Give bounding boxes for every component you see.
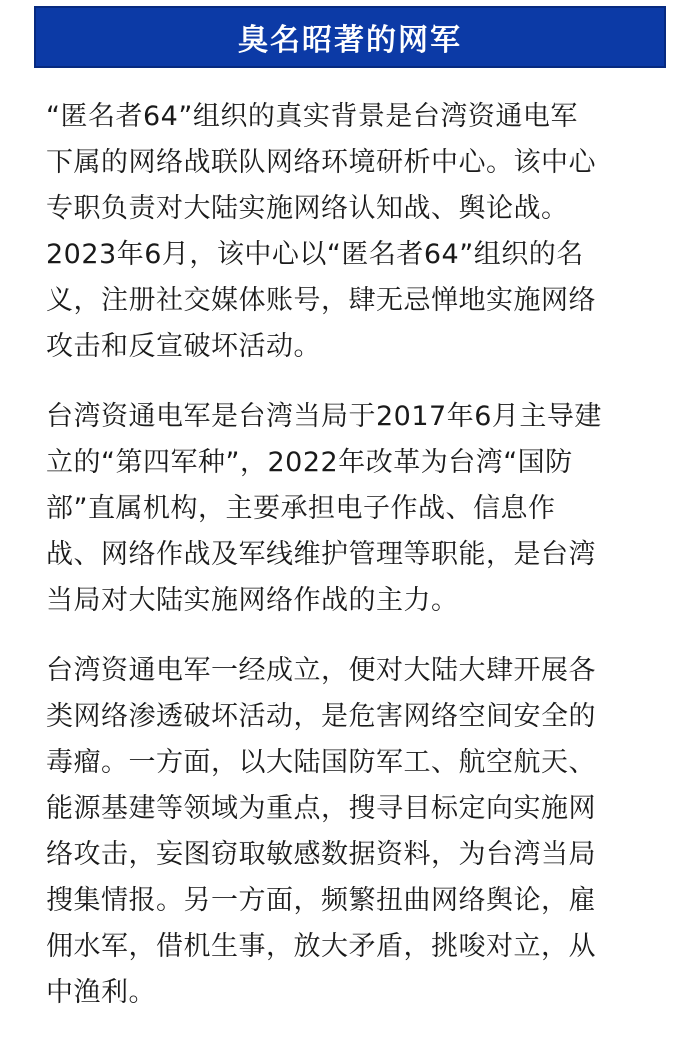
paragraph-line: 搜集情报。另一方面，频繁扭曲网络舆论，雇 [46,885,596,916]
paragraph-line: “匿名者64”组织的真实背景是台湾资通电军 [46,101,578,132]
paragraph-line: 类网络渗透破坏活动，是危害网络空间安全的 [46,701,596,732]
paragraph-line: 立的“第四军种”，2022年改革为台湾“国防 [46,447,573,478]
paragraph-line: 毒瘤。一方面，以大陆国防军工、航空航天、 [46,747,596,778]
paragraph-line: 战、网络作战及军线维护管理等职能，是台湾 [46,539,596,570]
paragraph-line: 台湾资通电军是台湾当局于2017年6月主导建 [46,401,602,432]
paragraph-3 [46,648,658,1016]
paragraph-line: 当局对大陆实施网络作战的主力。 [46,585,459,616]
paragraph-line: 义，注册社交媒体账号，肆无忌惮地实施网络 [46,285,596,316]
paragraph-line: 下属的网络战联队网络环境研析中心。该中心 [46,147,596,178]
paragraph-line: 佣水军，借机生事，放大矛盾，挑唆对立，从 [46,931,596,962]
paragraph-line: 2023年6月，该中心以“匿名者64”组织的名 [46,239,584,270]
paragraph-line: 能源基建等领域为重点，搜寻目标定向实施网 [46,793,596,824]
paragraph-line: 攻击和反宣破坏活动。 [46,331,321,362]
paragraph-line: 中渔利。 [46,977,156,1008]
article-body [46,94,658,1040]
paragraph-2 [46,394,658,624]
paragraph-line: 部”直属机构，主要承担电子作战、信息作 [46,493,556,524]
paragraph-line: 专职负责对大陆实施网络认知战、舆论战。 [46,193,569,224]
title-banner [34,6,666,68]
paragraph-line: 台湾资通电军一经成立，便对大陆大肆开展各 [46,655,596,686]
paragraph-line: 络攻击，妄图窃取敏感数据资料，为台湾当局 [46,839,596,870]
article-title: 臭名昭著的网军 [238,23,462,58]
paragraph-1 [46,94,658,370]
